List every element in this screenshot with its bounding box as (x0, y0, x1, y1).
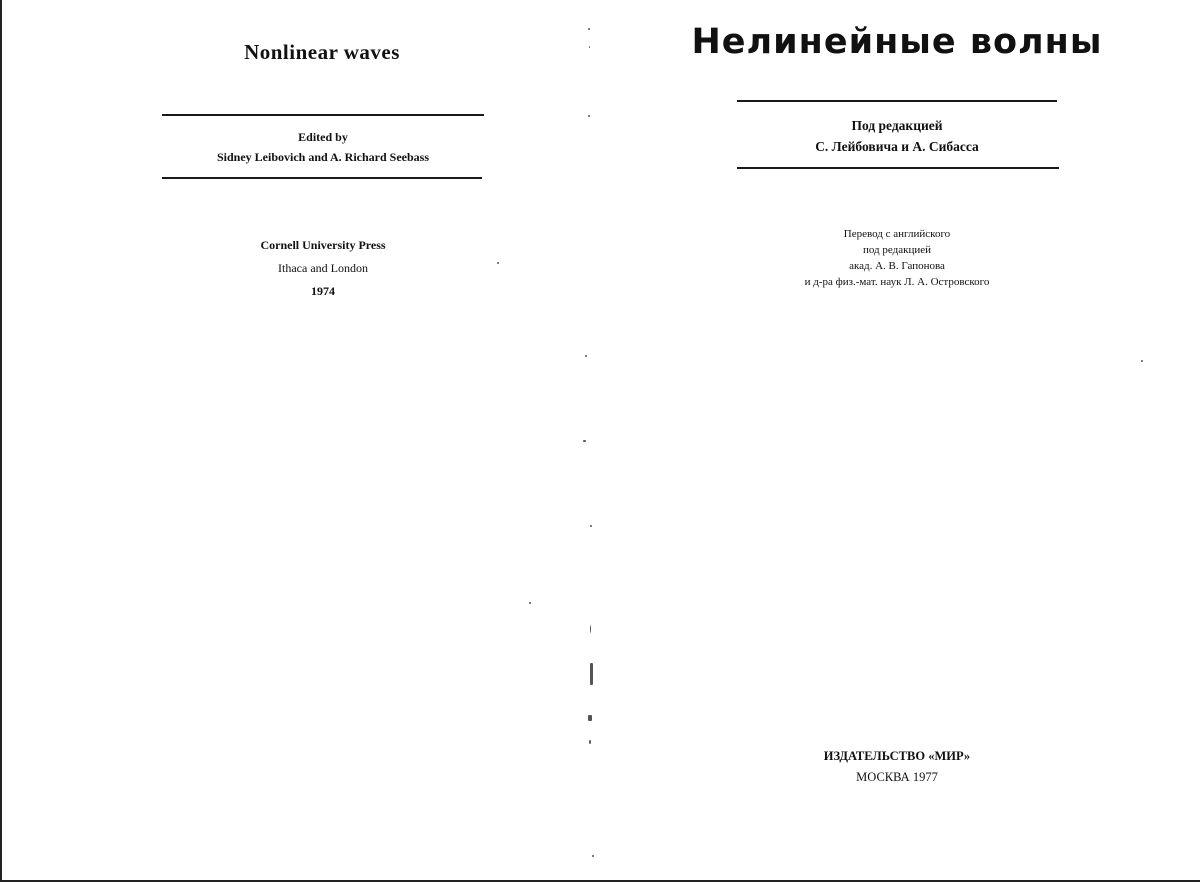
gutter-speck (592, 855, 594, 857)
publication-year: 1974 (311, 284, 335, 298)
english-editors-block (162, 127, 484, 167)
gutter-speck (588, 28, 590, 30)
gutter-speck (1141, 360, 1143, 362)
bottom-rule-left (162, 177, 482, 179)
imprint-publisher: ИЗДАТЕЛЬСТВО «МИР» (823, 749, 971, 763)
bottom-rule-right (737, 167, 1059, 169)
gutter-speck (590, 525, 592, 527)
publisher-name: Cornell University Press (260, 238, 386, 252)
gutter-speck (497, 262, 499, 264)
russian-imprint (737, 746, 1057, 788)
edited-by-label: Edited by (298, 130, 348, 144)
top-rule-left (162, 114, 484, 116)
gutter-speck (583, 440, 586, 442)
imprint-city-year: МОСКВА 1977 (856, 770, 938, 784)
translation-credits (737, 226, 1057, 290)
gutter-speck (529, 602, 531, 604)
gutter-speck (590, 663, 593, 685)
gutter-speck (585, 355, 587, 357)
left-page (2, 0, 587, 880)
translation-line: и д-ра физ.-мат. наук Л. А. Островского (804, 276, 990, 288)
top-rule-right (737, 100, 1057, 102)
russian-editors-block (737, 115, 1057, 157)
translation-line: под редакцией (862, 244, 932, 256)
russian-edited-by-label: Под редакцией (851, 118, 943, 133)
editor-names: Sidney Leibovich and A. Richard Seebass (216, 150, 430, 164)
gutter-speck (589, 740, 591, 744)
right-page (592, 0, 1200, 880)
english-publisher-block (162, 234, 484, 303)
translation-line: акад. А. В. Гапонова (849, 260, 945, 272)
gutter-speck (590, 625, 591, 633)
russian-title: Нелинейные волны (691, 22, 1103, 62)
gutter-speck (589, 46, 590, 48)
gutter-speck (588, 115, 590, 117)
russian-editor-names: С. Лейбовича и А. Сибасса (815, 139, 979, 154)
publisher-place: Ithaca and London (278, 261, 368, 275)
gutter-speck (588, 715, 592, 721)
translation-line: Перевод с английского (843, 228, 951, 240)
english-title: Nonlinear waves (244, 40, 400, 64)
